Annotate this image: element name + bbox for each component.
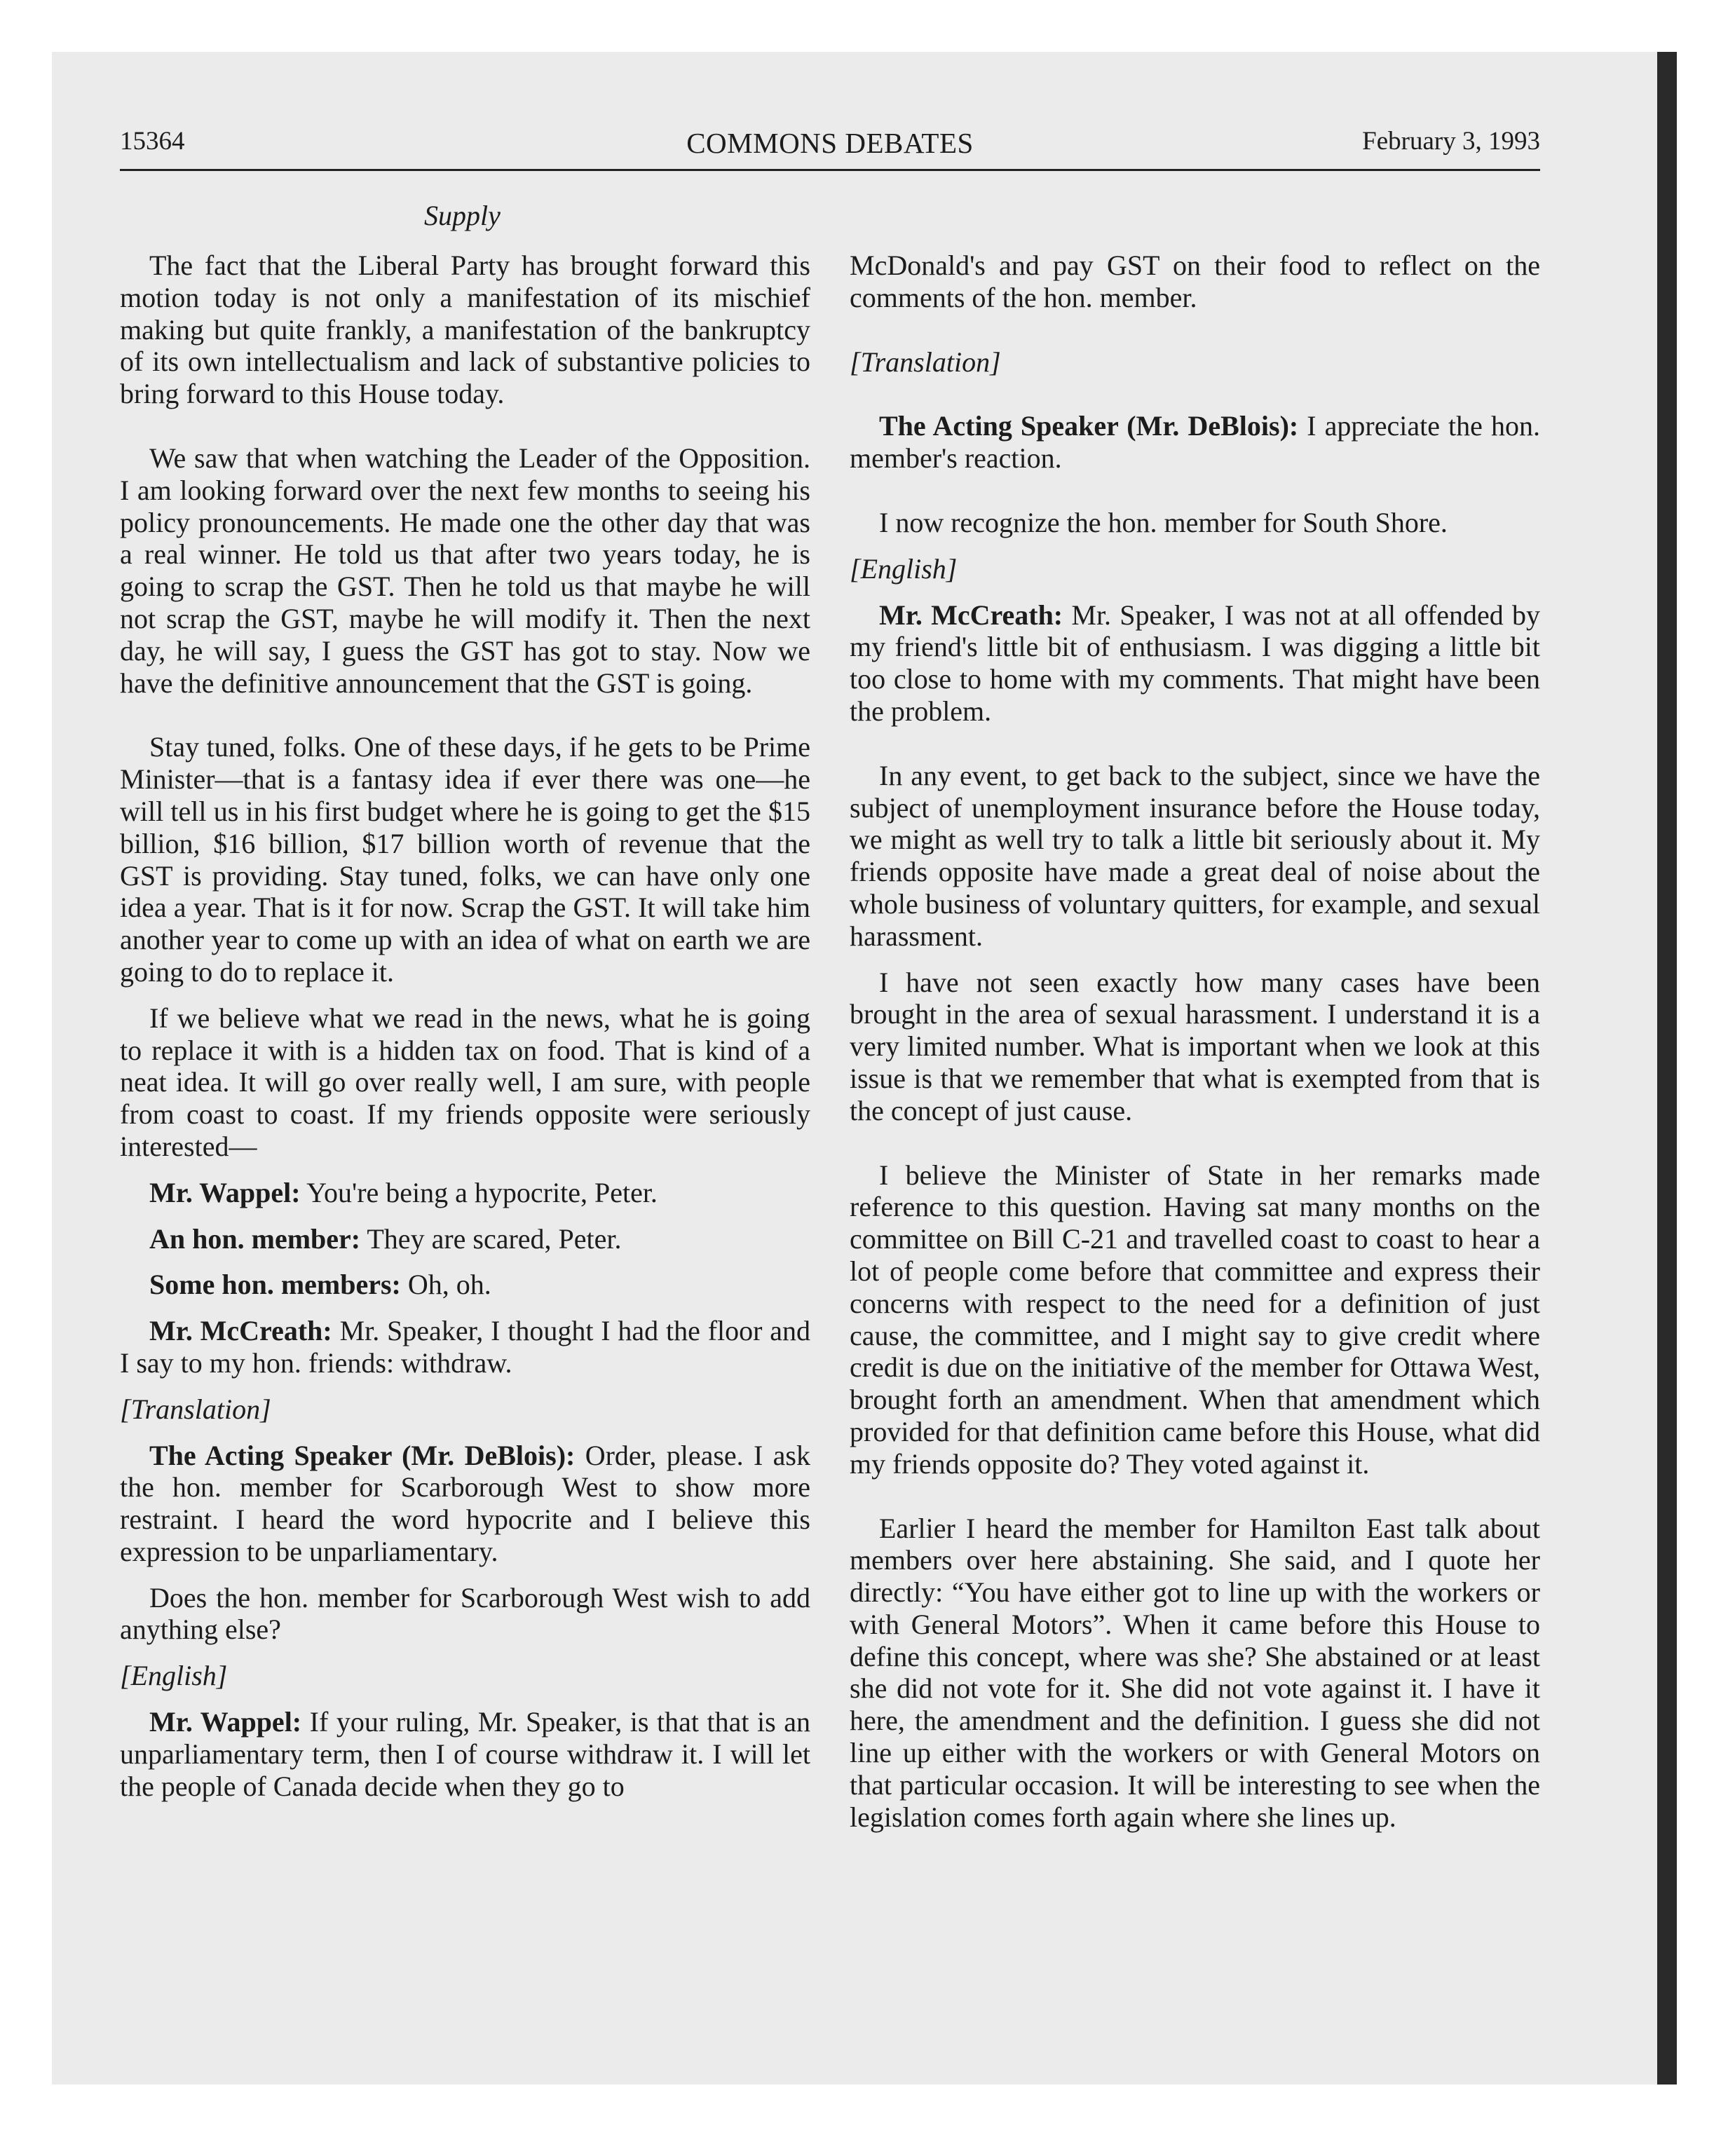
speaker-name: Some hon. members:	[149, 1269, 401, 1301]
language-tag: [English]	[120, 1660, 228, 1692]
language-tag: [Translation]	[120, 1393, 271, 1425]
section-label: Supply	[424, 200, 501, 231]
speech-paragraph: Mr. McCreath: Mr. Speaker, I thought I had the floor and I say to my hon. friends: withdraw.	[120, 1315, 811, 1379]
paragraph: We saw that when watching the Leader of the Opposition. I am looking forward over the next few months to seeing his policy pronouncements. He made one the other day that was a real winner. He told us that after two years today, he is going to scrap the GST. Then he told us that maybe he will not scrap the GST, maybe he will modify it. Then the next day, he will say, I guess the GST has got to stay. Now we have the definitive announcement that the GST is going.	[120, 442, 810, 699]
speaker-name: Mr. McCreath:	[879, 599, 1063, 631]
speech-paragraph: The Acting Speaker (Mr. DeBlois): I appreciate the hon. member's reaction.	[850, 410, 1540, 475]
page-date: February 3, 1993	[1362, 127, 1540, 156]
paragraph: Stay tuned, folks. One of these days, if he gets to be Prime Minister—that is a fantasy idea if ever there was one—he will tell us in his first budget where he is going to get the $15 billion, $16 billion, $17 billion worth of revenue that the GST is providing. Stay tuned, folks, we can have only one idea a year. That is it for now. Scrap the GST. It will take him another year to come up with an idea of what on earth we are going to do to replace it.	[120, 731, 810, 988]
left-column	[120, 250, 810, 1802]
language-tag: [English]	[850, 552, 958, 585]
paragraph: Earlier I heard the member for Hamilton East talk about members over here abstaining. She said, and I quote her directly: “You have either got to line up with the workers or with General Motors”. When it came before this House to define this concept, where was she? She abstained or at least she did not vote for it. She did not vote against it. I have it here, the amendment and the definition. I guess she did not line up either with the workers or with General Motors on that particular occasion. It will be interesting to see when the legislation comes forth again where she lines up.	[850, 1512, 1540, 1833]
paragraph: I believe the Minister of State in her remarks made reference to this question. Having sat many months on the committee on Bill C-21 and travelled coast to coast to hear a lot of people come before that committee and express their concerns with respect to the need for a definition of just cause, the committee, and I might say to give credit where credit is due on the initiative of the member for Ottawa West, brought forth an amendment. When that amendment which provided for that definition came before this House, what did my friends opposite do? They voted against it.	[850, 1159, 1540, 1480]
journal-title: COMMONS DEBATES	[686, 127, 974, 159]
paragraph: I have not seen exactly how many cases have been brought in the area of sexual harassment. I understand it is a very limited number. What is important when we look at this issue is that we remember that what is exempted from that is the concept of just cause.	[850, 966, 1540, 1126]
paragraph: The fact that the Liberal Party has brought forward this motion today is not only a manifestation of its mischief making but quite frankly, a manifestation of the bankruptcy of its own intellectualism and lack of substantive policies to bring forward to this House today.	[120, 250, 810, 410]
speaker-name: An hon. member:	[149, 1222, 361, 1255]
paragraph: I now recognize the hon. member for South Shore.	[879, 506, 1448, 538]
speech-paragraph: Mr. Wappel: You're being a hypocrite, Peter.	[149, 1176, 658, 1208]
speech-paragraph: The Acting Speaker (Mr. DeBlois): Order, please. I ask the hon. member for Scarborough West to show more restraint. I heard the word hypocrite and I believe this expression to be unparliamentary.	[120, 1439, 810, 1567]
speech-paragraph: Mr. Wappel: If your ruling, Mr. Speaker, is that that is an unparliamentary term, then I of course withdraw it. I will let the people of Canada decide when they go to	[120, 1706, 810, 1802]
right-column	[850, 250, 1540, 1833]
speech-paragraph: An hon. member: They are scared, Peter.	[149, 1222, 622, 1255]
page-header	[120, 126, 1540, 168]
page-number: 15364	[120, 127, 185, 156]
speaker-name: Mr. McCreath:	[149, 1315, 332, 1347]
speech-paragraph: Some hon. members: Oh, oh.	[149, 1269, 491, 1301]
scan-edge-shadow	[1657, 52, 1677, 2085]
speaker-name: Mr. Wappel:	[149, 1176, 301, 1208]
header-rule	[120, 169, 1540, 171]
speaker-name: The Acting Speaker (Mr. DeBlois):	[879, 410, 1299, 442]
speaker-name: Mr. Wappel:	[149, 1706, 302, 1738]
language-tag: [Translation]	[850, 346, 1001, 378]
speech-paragraph: Mr. McCreath: Mr. Speaker, I was not at all offended by my friend's little bit of enthusiasm. I was digging a little bit too close to home with my comments. That might have been the problem.	[850, 599, 1541, 727]
paragraph: McDonald's and pay GST on their food to reflect on the comments of the hon. member.	[850, 250, 1540, 313]
paragraph: In any event, to get back to the subject, since we have the subject of unemployment insurance before the House today, we might as well try to talk a little bit seriously about it. My friends opposite have made a great deal of noise about the whole business of voluntary quitters, for example, and sexual harassment.	[850, 759, 1540, 952]
speaker-name: The Acting Speaker (Mr. DeBlois):	[149, 1439, 576, 1471]
paragraph: Does the hon. member for Scarborough West wish to add anything else?	[120, 1581, 810, 1646]
paragraph: If we believe what we read in the news, what he is going to replace it with is a hidden tax on food. That is kind of a neat idea. It will go over really well, I am sure, with people from coast to coast. If my friends opposite were seriously interested—	[120, 1002, 810, 1162]
